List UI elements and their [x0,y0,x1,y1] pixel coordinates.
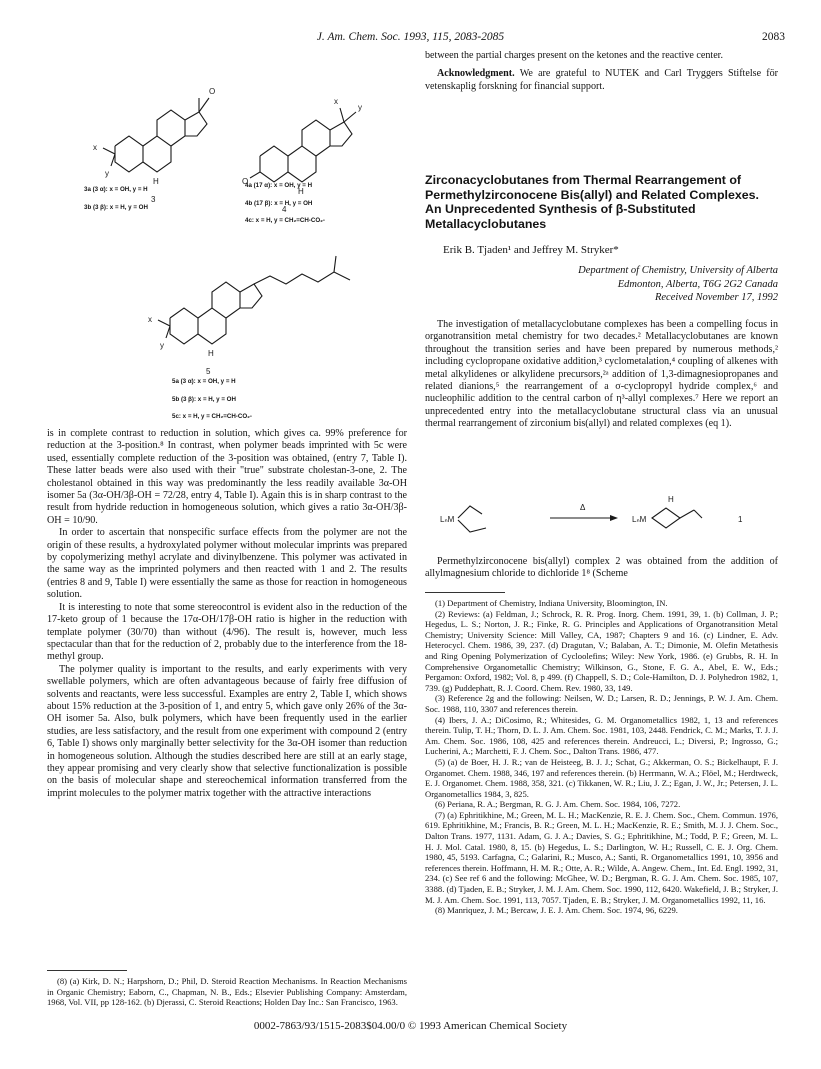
steroid-structures-figure [60,48,420,468]
compound-number-5: 5 [206,367,211,376]
atom-x-5: x [148,315,152,324]
footnote-item: (8) Manriquez, J. M.; Bercaw, J. E. J. Am. Chem. Soc. 1974, 96, 6229. [435,905,678,916]
label-4c: 4c: x = H, y = CH₂=CH-CO₂- [245,217,325,224]
label-5b: 5b (3 β): x = H, y = OH [172,396,236,403]
atom-h-5: H [208,349,214,358]
right-continuation: between the partial charges present on the ketones and the reactive center. [425,50,724,61]
left-paragraph-3: It is interesting to note that some stereocontrol is evident also in the reduction of the 17-keto group of 1 because the 17α-OH/17β-OH ratio is higher in the reduction with template polymer (30/70) than without (4/96). The result is, however, much less spectacular than that for the reduction of 2, probably due to the interference from the 18-methyl group. [47,601,407,663]
right-footnotes [425,598,778,916]
left-column-body [47,428,407,800]
label-5a: 5a (3 α): x = OH, y = H [172,378,236,385]
label-3a: 3a (3 α): x = OH, y = H [84,186,148,193]
right-footnote-rule [425,592,505,593]
equation-1-scheme [440,488,770,548]
label-3b: 3b (3 β): x = H, y = OH [84,204,148,211]
right-intro [425,319,778,431]
scheme-lnm-left: LₙM [440,515,455,524]
acknowledgment-body: We are grateful to NUTEK and Carl Tryggers Stiftelse för vetenskaplig forskning for financial support. [425,68,779,92]
atom-x-3: x [93,143,97,152]
scheme-h: H [668,495,674,504]
left-paragraph-1: is in complete contrast to reduction in solution, which gives ca. 99% preference for reduction at the 3-position.⁸ In contrast, when polymer beads imprinted with 5c were used, essentially complete reduction of the 3-position was obtained, (entry 7, Table I). These latter beads were also used with their "true" substrate cholestan-3-one, 2. The cholestanol obtained in this way was predominantly the less readily available 3α-OH isomer 5a (3α-OH/3β-OH = 72/28, entry 4, Table I). Again this is in sharp contrast to the result from hydride reduction in homogeneous solution, which gives a ratio 3α-OH/3β-OH = 10/90. [47,428,407,526]
right-paragraph-2: Permethylzirconocene bis(allyl) complex 2 was obtained from the addition of allylmagnesium chloride to dichloride 1⁸ (Scheme [425,556,778,580]
footnote-item: (6) Periana, R. A.; Bergman, R. G. J. Am. Chem. Soc. 1984, 106, 7272. [435,799,681,810]
equation-number: 1 [738,515,743,524]
footnote-item: (7) (a) Ephritikhine, M.; Green, M. L. H.; MacKenzie, R. E. J. Chem. Soc., Chem. Commun. 1976, 619. Ephritikhine, M.; Francis, B. R.; Green, M. L. H.; MacKenzie, R. E.; Smith, M. J. J. Chem. Soc., Dalton Trans. 1977, 1131. Adam, G. J. A.; Davies, S. G.; Ephritikhine, M.; Todd, P. F.; Green, M. L. H. J. Mol. Catal. 1980, 8, 15. (b) Hegedus, L. S.; Darlington, W. H.; Russell, C. E. J. Org. Chem. 1980, 45, 5193. Carfagna, C.; Galarini, R.; Musco, A.; Santi, R. Organometallics 1991, 10, 3956 and references therein. Hoffmann, H. M. R.; Otte, A. R.; Wilde, A. Angew. Chem., Int. Ed. Engl. 1992, 31, 234. (c) See ref 6 and the following: McGhee, W. D.; Bergman, R. G. J. Am. Chem. Soc. 1985, 107, 3388. (d) Tjaden, E. B.; Stryker, J. M. J. Am. Chem. Soc. 1990, 112, 6420. Wakefield, J. B.; Stryker, J. M. J. Am. Chem. Soc. 1991, 113, 7057. Tjaden, E. B.; Stryker, J. M. Organometallics 1992, 11, 16. [425,809,778,905]
scheme-delta: Δ [580,503,586,512]
affiliation-line-2: Edmonton, Alberta, T6G 2G2 Canada [617,278,778,290]
compound-number-3: 3 [151,195,156,204]
authors: Erik B. Tjaden¹ and Jeffrey M. Stryker* [443,244,619,256]
right-paragraph-1: The investigation of metallacyclobutane complexes has been a compelling focus in organotransition metal chemistry for two decades.² Metallacyclobutanes are known throughout the transition series and have been prepared by numerous methods,² including cyclopropane oxidative addition,³ cyclometalation,⁴ coupling of alkenes with metal alkylidenes or alkylidene precursors,²ᵃ addition of 1,3-dimagnesiopropanes and related dianions,⁵ the rearrangement of a σ-cyclopropyl hydride complex,⁶ and nucleophilic addition to the central carbon of η³-allyl complexes.⁷ Here we report an unprecedented entry into the metallacyclobutane structural class via an unusual thermal rearrangement of zirconium bis(allyl) and related complexes (eq 1). [425,319,778,430]
left-footnote-rule [47,970,127,971]
atom-y-3: y [105,169,109,178]
journal-header: J. Am. Chem. Soc. 1993, 115, 2083-2085 [316,31,505,43]
footnote-item: (1) Department of Chemistry, Indiana University, Bloomington, IN. [435,598,668,608]
atom-h-3: H [153,177,159,186]
atom-y-4: y [358,103,362,112]
left-paragraph-4: The polymer quality is important to the results, and early experiments with very swellable polymers, which are often advantageous because of fairly free diffusion of solvents and reactants, were less successful. Examples are entry 2, Table I, which shows about 15% reduction at the 3-position of 1, and entry 5, which gave only 26% of the 3α-OH isomer 5a. Also, bulk polymers, which have been frequently used in the earlier studies, are less satisfactory, and the result from one experiment with compound 2 (entry 6, Table I) shows only marginally better selectivity for the 3α-OH isomer than reduction in homogeneous solution. Although the studies described here are still at an early stage, they appear promising and very clearly show that selective functionalization is possible on the basis of molecular shape and stereochemical information transferred from the imprint molecules to the polymer matrix together with the attractive interactions [47,663,407,799]
structure-5 [148,256,350,376]
right-column-top [425,50,778,93]
atom-h-4: H [298,187,304,196]
acknowledgment-heading: Acknowledgment. [437,68,515,80]
affiliation [425,264,778,305]
label-4b: 4b (17 β): x = H, y = OH [245,200,313,207]
atom-o-3: O [209,87,216,96]
left-paragraph-2: In order to ascertain that nonspecific surface effects from the polymer are not the origin of these results, a hydroxylated polymer without molecular imprints was prepared by copolymerizing methyl acrylate and divinylbenzene. This polymer was activated in the same way as the imprinted polymers and then reacted with 1 and 2. The results (entries 8 and 9, Table I) were essentially the same as those for reaction in homogeneous solution. [47,527,407,601]
left-footnotes [47,976,407,1008]
footnote-item: (3) Reference 2g and the following: Neilsen, W. D.; Larsen, R. D.; Jennings, P. W. J. Am. Chem. Soc. 1988, 110, 3307 and references therein. [425,693,778,714]
label-4a: 4a (17 α): x = OH, y = H [245,182,313,189]
atom-y-5: y [160,341,164,350]
acknowledgment [425,68,778,93]
atom-o-4: O [242,177,249,186]
scheme-lnm-right: LₙM [632,515,647,524]
footnote-item: (4) Ibers, J. A.; DiCosimo, R.; Whitesides, G. M. Organometallics 1982, 1, 13 and references therein. Tulip, T. H.; Thorn, D. L. J. Am. Chem. Soc. 1981, 103, 2448. Fendrick, C. M.; Marks, T. J. J. Am. Chem. Soc. 1986, 108, 425 and references therein. Andreucci, L.; Diversi, P.; Ingrosso, G.; Lucherini, A.; Marchetti, F. J. Chem. Soc., Dalton Trans. 1986, 477. [425,714,778,757]
footnote-item: (2) Reviews: (a) Feldman, J.; Schrock, R. R. Prog. Inorg. Chem. 1991, 39, 1. (b) Collman, J. P.; Hegedus, L. S.; Norton, J. R.; Finke, R. G. Principles and Applications of Organotransition Metal Chemistry; University Science: Mill Valley, CA, 1987; Chapters 9 and 16. (c) Lindner, E. Adv. Heterocycl. Chem. 1986, 39, 237. (d) Dragutan, V.; Balaban, A. T.; Dimonie, M. Olefin Metathesis and Ring Opening Polymerization of Cycloolefins; Wiley: New York, 1986. (e) Grubbs, R. H. In Comprehensive Organometallic Chemistry; Wilkinson, G., Stone, F. G. A., Abel, E. W., Eds.; Pergamon: Oxford, 1982; Vol. 8, p 499. (f) Chappell, S. D.; Cole-Hamilton, D. J. Polyhedron 1982, 1, 739. (g) Puddephatt, R. J. Coord. Chem. Rev. 1980, 33, 149. [425,608,778,693]
footnote-item: (5) (a) de Boer, H. J. R.; van de Heisteeg, B. J. J.; Schat, G.; Akkerman, O. S.; Bickelhaupt, F. J. Organomet. Chem. 1988, 346, 197 and references therein. (b) Herrmann, W. A.; Flöel, M.; Herdtweck, E. J. Organomet. Chem. 1988, 358, 321. (c) Tikkanen, W. R.; Liu, J. Z.; Egan, J. W., Jr.; Petersen, J. L. Organometallics 1984, 3, 825. [425,756,778,799]
received-date: Received November 17, 1992 [654,292,778,303]
atom-x-4: x [334,97,338,106]
article-title: Zirconacyclobutanes from Thermal Rearrangement of Permethylzirconocene Bis(allyl) and Related Complexes. An Unprecedented Synthesis of β-Substituted Metallacyclobutanes [425,173,759,231]
right-paragraph-2-block [425,556,778,581]
compound-number-4: 4 [282,205,287,214]
label-5c: 5c: x = H, y = CH₂=CH-CO₂- [172,413,252,420]
structure-4 [242,97,362,214]
page-number: 2083 [762,31,785,43]
affiliation-line-1: Department of Chemistry, University of Alberta [578,265,778,276]
footnote-8: (8) (a) Kirk, D. N.; Harpshorn, D.; Phil, D. Steroid Reaction Mechanisms. In Reaction Mechanisms in Organic Chemistry; Eaborn, C., Chapman, N. B., Eds.; Elsevier Publishing Company: Amsterdam, 1968, Vol. VII, pp 128-162. (b) Djerassi, C. Steroid Reactions; Holden Day Inc.: San Francisco, 1963. [47,976,407,1008]
copyright-footer: 0002-7863/93/1515-2083$04.00/0 © 1993 American Chemical Society [253,1020,568,1032]
